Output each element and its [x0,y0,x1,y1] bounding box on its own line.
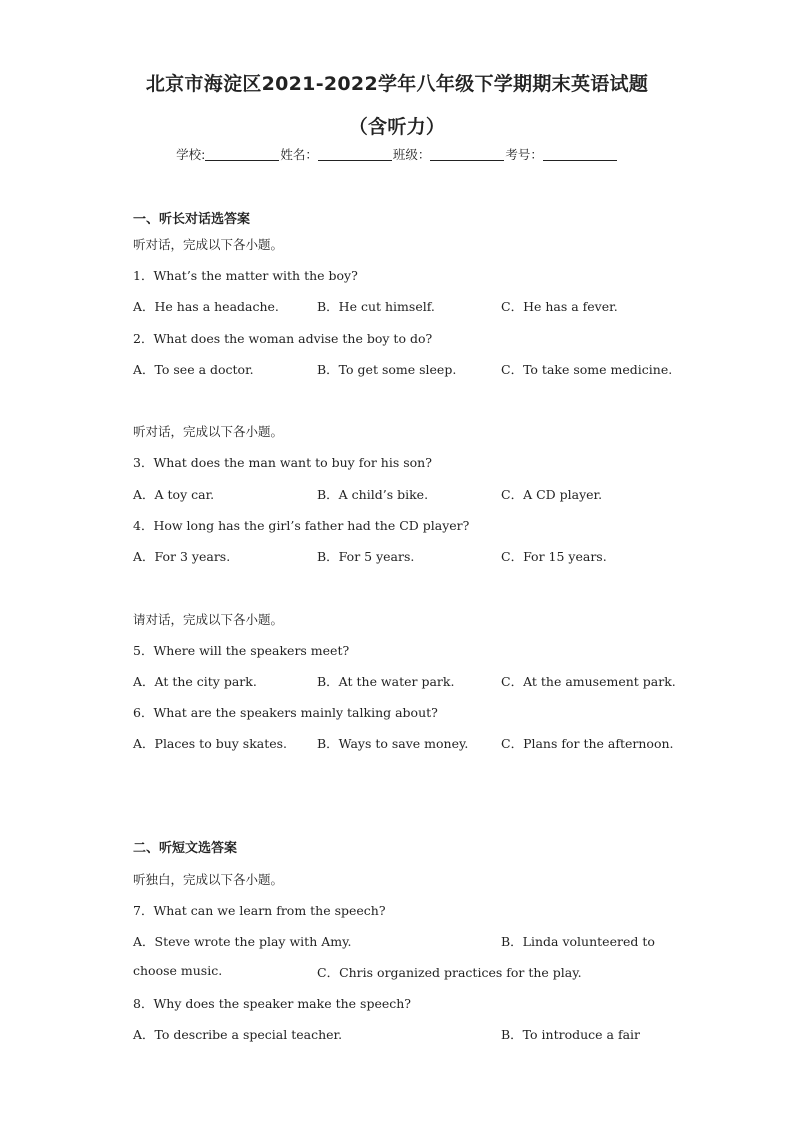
page-title: 北京市海淀区2021-2022学年八年级下学期期末英语试题 [145,73,649,95]
student-info-line [0,145,794,163]
q6-option-c: C．Plans for the afternoon. [501,736,674,751]
q7-option-b: B．Linda volunteered to [501,934,655,949]
q4-option-a: A．For 3 years. [133,549,231,564]
page-subtitle: （含听力） [348,116,446,138]
q1-option-c: C．He has a fever. [501,299,618,314]
q7-option-b-continued: choose music. [133,963,223,978]
q1-option-a: A．He has a headache. [133,299,279,314]
q2-option-c: C．To take some medicine. [501,362,673,377]
q8-option-a: A．To describe a special teacher. [133,1027,343,1042]
section-heading-1: 一、听长对话选答案 [133,212,251,227]
q3-option-a: A．A toy car. [133,487,215,502]
question-1: 1．What’s the matter with the boy? [133,268,358,283]
q5-option-c: C．At the amusement park. [501,674,676,689]
number-label: 考号： [505,147,543,162]
question-8: 8．Why does the speaker make the speech? [133,996,411,1011]
q2-option-b: B．To get some sleep. [317,362,457,377]
question-5: 5．Where will the speakers meet? [133,643,350,658]
instruction: 听对话，完成以下各小题。 [133,237,284,252]
class-blank [430,148,504,161]
name-label: 姓名： [280,147,318,162]
q6-option-b: B．Ways to save money. [317,736,469,751]
question-4: 4．How long has the girl’s father had the CD player? [133,518,470,533]
q2-option-a: A．To see a doctor. [133,362,254,377]
class-label: 班级： [392,147,431,162]
q7-option-a: A．Steve wrote the play with Amy. [133,934,352,949]
q8-option-b: B．To introduce a fair [501,1027,641,1042]
instruction: 听对话，完成以下各小题。 [133,424,284,439]
number-blank [543,148,617,161]
q6-option-a: A．Places to buy skates. [133,736,288,751]
instruction: 请对话，完成以下各小题。 [133,612,284,627]
q3-option-c: C．A CD player. [501,487,603,502]
q1-option-b: B．He cut himself. [317,299,435,314]
q3-option-b: B．A child’s bike. [317,487,429,502]
school-label: 学校: [176,147,206,162]
question-7: 7．What can we learn from the speech? [133,903,386,918]
school-blank [205,148,279,161]
q5-option-a: A．At the city park. [133,674,257,689]
section-heading-2: 二、听短文选答案 [133,841,238,856]
q4-option-c: C．For 15 years. [501,549,607,564]
instruction: 听独白，完成以下各小题。 [133,872,284,887]
question-3: 3．What does the man want to buy for his son? [133,455,432,470]
question-2: 2．What does the woman advise the boy to do? [133,331,433,346]
name-blank [318,148,392,161]
question-6: 6．What are the speakers mainly talking about? [133,705,438,720]
q5-option-b: B．At the water park. [317,674,455,689]
q4-option-b: B．For 5 years. [317,549,415,564]
q7-option-c: C．Chris organized practices for the play. [317,965,582,980]
